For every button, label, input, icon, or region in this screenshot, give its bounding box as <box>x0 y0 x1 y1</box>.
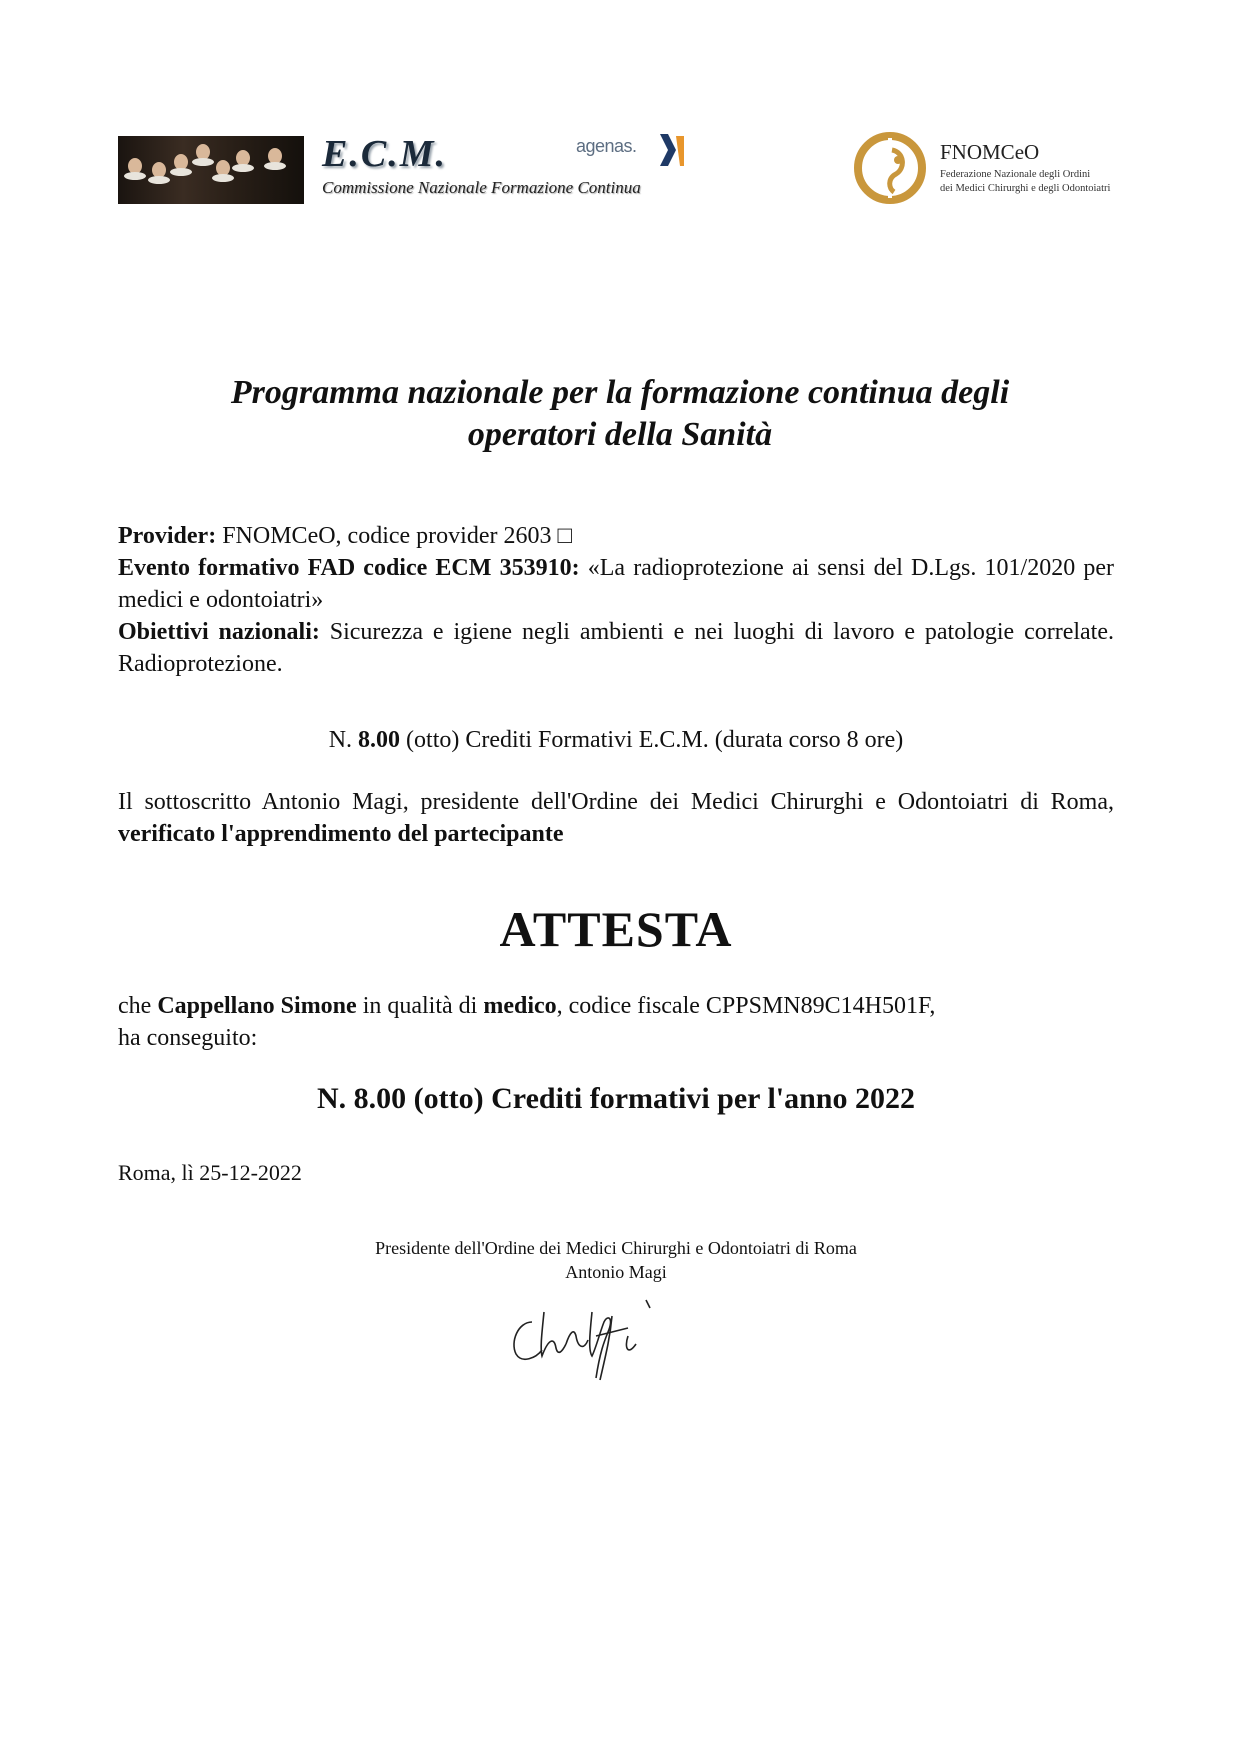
attesta-heading: ATTESTA <box>499 901 733 957</box>
event-details <box>118 520 1114 680</box>
provider-line: Provider: FNOMCeO, codice provider 2603 □ <box>118 523 572 549</box>
fnomceo-logo-name: FNOMCeO <box>940 140 1040 164</box>
ecm-logo-title: E.C.M. <box>322 133 447 175</box>
agenas-logo-text: agenas. <box>576 136 637 156</box>
credits-amount: 8.00 <box>358 727 401 753</box>
undersigned-paragraph: Il sottoscritto Antonio Magi, presidente dell'Ordine dei Medici Chirurghi e Odontoiatri di Roma, verificato l'apprendimento del partecipante <box>118 789 1114 847</box>
president-block <box>118 1236 1114 1284</box>
event-value: «La radioprotezione ai sensi del D.Lgs. 101/2020 per medici e odontoiatri» <box>118 555 1115 613</box>
objectives-value: Sicurezza e igiene negli ambienti e nei luoghi di lavoro e patologie correlate. Radioprotezione. <box>118 619 1115 677</box>
fiscal-code: , codice fiscale CPPSMN89C14H501F, <box>556 993 936 1019</box>
president-title: Presidente dell'Ordine dei Medici Chirurghi e Odontoiatri di Roma <box>375 1238 857 1258</box>
ecm-credits-line: N. 8.00 (otto) Crediti Formativi E.C.M. (durata corso 8 ore) <box>328 727 904 753</box>
program-title: Programma nazionale per la formazione continua degli operatori della Sanità <box>230 374 1010 453</box>
ecm-logo-subtitle: Commissione Nazionale Formazione Continua <box>322 178 641 197</box>
place-date: Roma, lì 25-12-2022 <box>118 1160 302 1185</box>
event-line <box>118 552 1114 616</box>
recipient-name: Cappellano Simone <box>157 993 357 1019</box>
fnomceo-logo-icon <box>852 130 928 206</box>
fnomceo-logo-subtitle: Federazione Nazionale degli Ordini dei Medici Chirurghi e degli Odontoiatri <box>940 169 1111 194</box>
recipient-role: medico <box>483 993 557 1019</box>
recipient-paragraph: che Cappellano Simone in qualità di medico, codice fiscale CPPSMN89C14H501F, ha conseguito: <box>118 993 936 1051</box>
provider-value: FNOMCeO, codice provider 2603 <box>216 523 552 549</box>
credits-for-year: N. 8.00 (otto) Crediti formativi per l'anno 2022 <box>317 1082 915 1115</box>
president-name: Antonio Magi <box>565 1262 667 1282</box>
event-label: Evento formativo FAD codice ECM 353910: <box>118 555 580 581</box>
objectives-line <box>118 616 1114 680</box>
handwritten-signature <box>500 1292 680 1382</box>
provider-label: Provider: <box>118 523 217 549</box>
verification-statement: verificato l'apprendimento del partecipante <box>118 821 564 847</box>
objectives-label: Obiettivi nazionali: <box>118 619 320 645</box>
ecm-logo-painting <box>118 136 304 204</box>
agenas-logo-mark <box>654 130 688 170</box>
